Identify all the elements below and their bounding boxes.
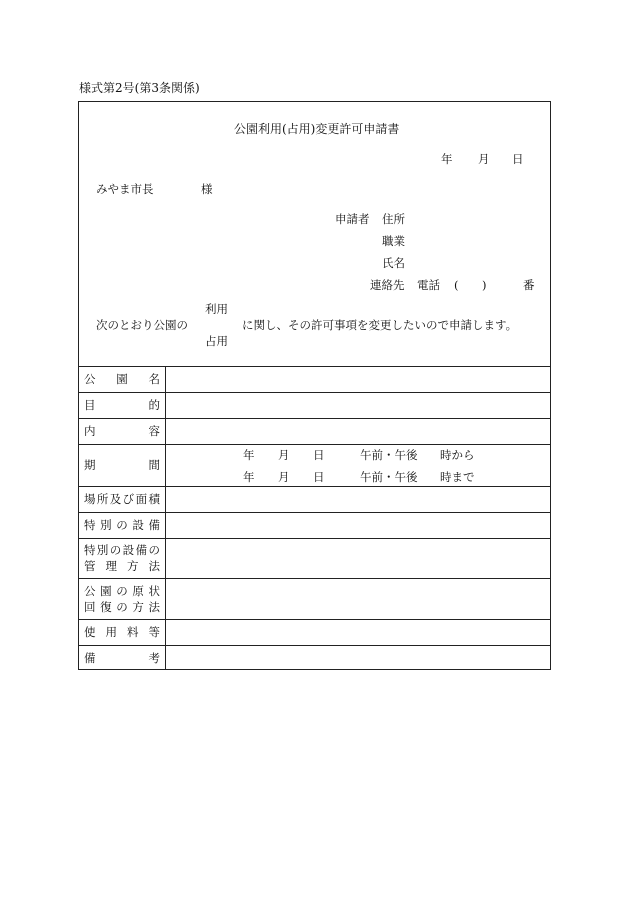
row-divider [78, 645, 551, 646]
row-divider [78, 418, 551, 419]
row-divider [78, 619, 551, 620]
row-divider [78, 538, 551, 539]
label-purpose: 目 的 [84, 398, 160, 412]
statement-tail: に関し、その許可事項を変更したいので申請します。 [242, 318, 518, 332]
label-location-area: 場 所 及 び 面 積 [84, 492, 160, 506]
applicant-occupation-label: 職業 [382, 234, 405, 248]
row-divider [78, 486, 551, 487]
row-divider [78, 444, 551, 445]
form-number-label: 様式第2号(第3条関係) [79, 81, 200, 95]
period-start-ampm: 午前・午後 [360, 448, 418, 462]
statement-option-occupy: 占用 [205, 334, 228, 348]
period-start-year: 年 [243, 448, 255, 462]
addressee-honorific: 様 [201, 182, 213, 196]
table-column-divider [165, 366, 166, 670]
label-fees: 使 用 料 等 [84, 625, 160, 639]
label-restoration-line1: 公 園 の 原 状 [84, 584, 160, 598]
label-park-name: 公 園 名 [84, 372, 160, 386]
label-period: 期 間 [84, 458, 160, 472]
period-end-month: 月 [278, 470, 290, 484]
period-start-month: 月 [278, 448, 290, 462]
date-month: 月 [478, 152, 490, 166]
applicant-name-label: 氏名 [382, 256, 405, 270]
phone-paren-close: ) [482, 278, 487, 292]
period-end-day: 日 [313, 470, 325, 484]
period-start-day: 日 [313, 448, 325, 462]
period-end-to: 時まで [440, 470, 475, 484]
statement-option-use: 利用 [205, 302, 228, 316]
form-title: 公園利用(占用)変更許可申請書 [234, 122, 400, 136]
label-equipment-management-line1: 特 別 の 設 備 の [84, 543, 160, 557]
label-content: 内 容 [84, 424, 160, 438]
statement-lead: 次のとおり公園の [96, 318, 188, 332]
row-divider [78, 512, 551, 513]
label-equipment-management-line2: 管 理 方 法 [84, 559, 160, 573]
label-special-equipment: 特 別 の 設 備 [84, 518, 160, 532]
label-restoration-line2: 回 復 の 方 法 [84, 600, 160, 614]
applicant-address-label: 住所 [382, 212, 405, 226]
table-top-line [78, 366, 551, 367]
applicant-contact-label: 連絡先 [370, 278, 405, 292]
period-end-year: 年 [243, 470, 255, 484]
date-year: 年 [441, 152, 453, 166]
period-end-ampm: 午前・午後 [360, 470, 418, 484]
addressee-name: みやま市長 [96, 182, 154, 196]
phone-paren-open: ( [454, 278, 459, 292]
period-start-from: 時から [440, 448, 475, 462]
label-remarks: 備 考 [84, 651, 160, 665]
row-divider [78, 392, 551, 393]
phone-suffix: 番 [523, 278, 535, 292]
row-divider [78, 578, 551, 579]
date-day: 日 [512, 152, 524, 166]
applicant-label: 申請者 [335, 212, 370, 226]
applicant-phone-label: 電話 [417, 278, 440, 292]
